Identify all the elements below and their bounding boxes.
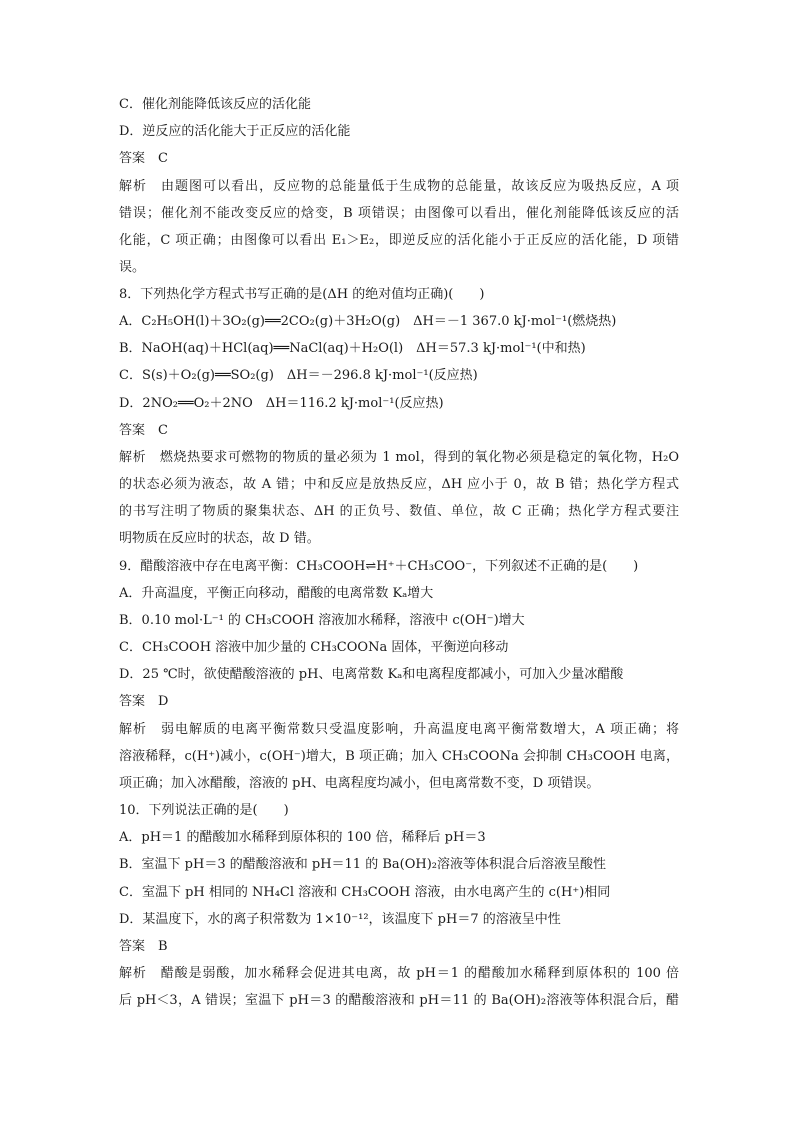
q10-option-a: A．pH＝1 的醋酸加水稀释到原体积的 100 倍，稀释后 pH＝3: [119, 830, 486, 845]
q7-option-d: D．逆反应的活化能大于正反应的活化能: [119, 124, 351, 139]
q9-option-d: D．25 ℃时，欲使醋酸溶液的 pH、电离常数 Kₐ和电离程度都减小，可加入少量冰醋酸: [119, 667, 624, 682]
q10-answer: 答案 B: [119, 939, 168, 954]
q8-option-c: C．S(s)＋O₂(g)══SO₂(g) ΔH＝－296.8 kJ·mol⁻¹(反应热): [119, 368, 478, 383]
q9-option-b: B．0.10 mol·L⁻¹ 的 CH₃COOH 溶液加水稀释，溶液中 c(OH⁻)增大: [119, 613, 525, 628]
q7-option-c: C．催化剂能降低该反应的活化能: [119, 97, 311, 112]
q10-option-b: B．室温下 pH＝3 的醋酸溶液和 pH＝11 的 Ba(OH)₂溶液等体积混合后溶液呈酸性: [119, 857, 606, 872]
q9-answer: 答案 D: [119, 694, 169, 709]
q9-analysis-line: 溶液稀释，c(H⁺)减小，c(OH⁻)增大，B 项正确；加入 CH₃COONa 会抑制 CH₃COOH 电离，: [119, 749, 679, 764]
q7-analysis-line: 解析 由题图可以看出，反应物的总能量低于生成物的总能量，故该反应为吸热反应，A 项: [119, 179, 679, 194]
q10-option-c: C．室温下 pH 相同的 NH₄Cl 溶液和 CH₃COOH 溶液，由水电离产生的 c(H⁺)相同: [119, 885, 611, 900]
q8-stem: 8．下列热化学方程式书写正确的是(ΔH 的绝对值均正确)( ): [119, 287, 485, 302]
q7-analysis-line: 错误；催化剂不能改变反应的焓变，B 项错误；由图像可以看出，催化剂能降低该反应的活: [119, 206, 679, 221]
q10-analysis-line: 后 pH＜3，A 错误；室温下 pH＝3 的醋酸溶液和 pH＝11 的 Ba(OH)₂溶液等体积混合后，醋: [119, 993, 679, 1008]
q8-option-d: D．2NO₂══O₂＋2NO ΔH＝116.2 kJ·mol⁻¹(反应热): [119, 396, 444, 411]
q7-answer: 答案 C: [119, 151, 168, 166]
q9-option-a: A．升高温度，平衡正向移动，醋酸的电离常数 Kₐ增大: [119, 586, 434, 601]
q10-analysis-line: 解析 醋酸是弱酸，加水稀释会促进其电离，故 pH＝1 的醋酸加水稀释到原体积的 100 倍: [119, 966, 679, 981]
q8-answer: 答案 C: [119, 423, 168, 438]
q9-option-c: C．CH₃COOH 溶液中加少量的 CH₃COONa 固体，平衡逆向移动: [119, 640, 509, 655]
q10-option-d: D．某温度下，水的离子积常数为 1×10⁻¹²，该温度下 pH＝7 的溶液呈中性: [119, 912, 561, 927]
q8-analysis-line: 解析 燃烧热要求可燃物的物质的量必须为 1 mol，得到的氧化物必须是稳定的氧化物，H₂O: [119, 450, 679, 465]
q7-analysis-line: 误。: [119, 260, 146, 275]
q9-analysis-line: 项正确；加入冰醋酸，溶液的 pH、电离程度均减小，但电离常数不变，D 项错误。: [119, 776, 600, 791]
q7-analysis-line: 化能，C 项正确；由图像可以看出 E₁＞E₂，即逆反应的活化能小于正反应的活化能，D 项错: [119, 233, 679, 248]
q8-analysis-line: 明物质在反应时的状态，故 D 错。: [119, 531, 320, 546]
q10-stem: 10．下列说法正确的是( ): [119, 803, 289, 818]
q9-stem: 9．醋酸溶液中存在电离平衡：CH₃COOH⇌H⁺＋CH₃COO⁻，下列叙述不正确的是( ): [119, 559, 639, 574]
q8-option-b: B．NaOH(aq)＋HCl(aq)══NaCl(aq)＋H₂O(l) ΔH＝57.3 kJ·mol⁻¹(中和热): [119, 341, 586, 356]
q8-analysis-line: 的书写注明了物质的聚集状态、ΔH 的正负号、数值、单位，故 C 正确；热化学方程式要注: [119, 504, 679, 519]
q9-analysis-line: 解析 弱电解质的电离平衡常数只受温度影响，升高温度电离平衡常数增大，A 项正确；将: [119, 722, 679, 737]
q8-analysis-line: 的状态必须为液态，故 A 错；中和反应是放热反应，ΔH 应小于 0，故 B 错；热化学方程式: [119, 477, 679, 492]
q8-option-a: A．C₂H₅OH(l)＋3O₂(g)══2CO₂(g)＋3H₂O(g) ΔH＝－1 367.0 kJ·mol⁻¹(燃烧热): [119, 314, 617, 329]
